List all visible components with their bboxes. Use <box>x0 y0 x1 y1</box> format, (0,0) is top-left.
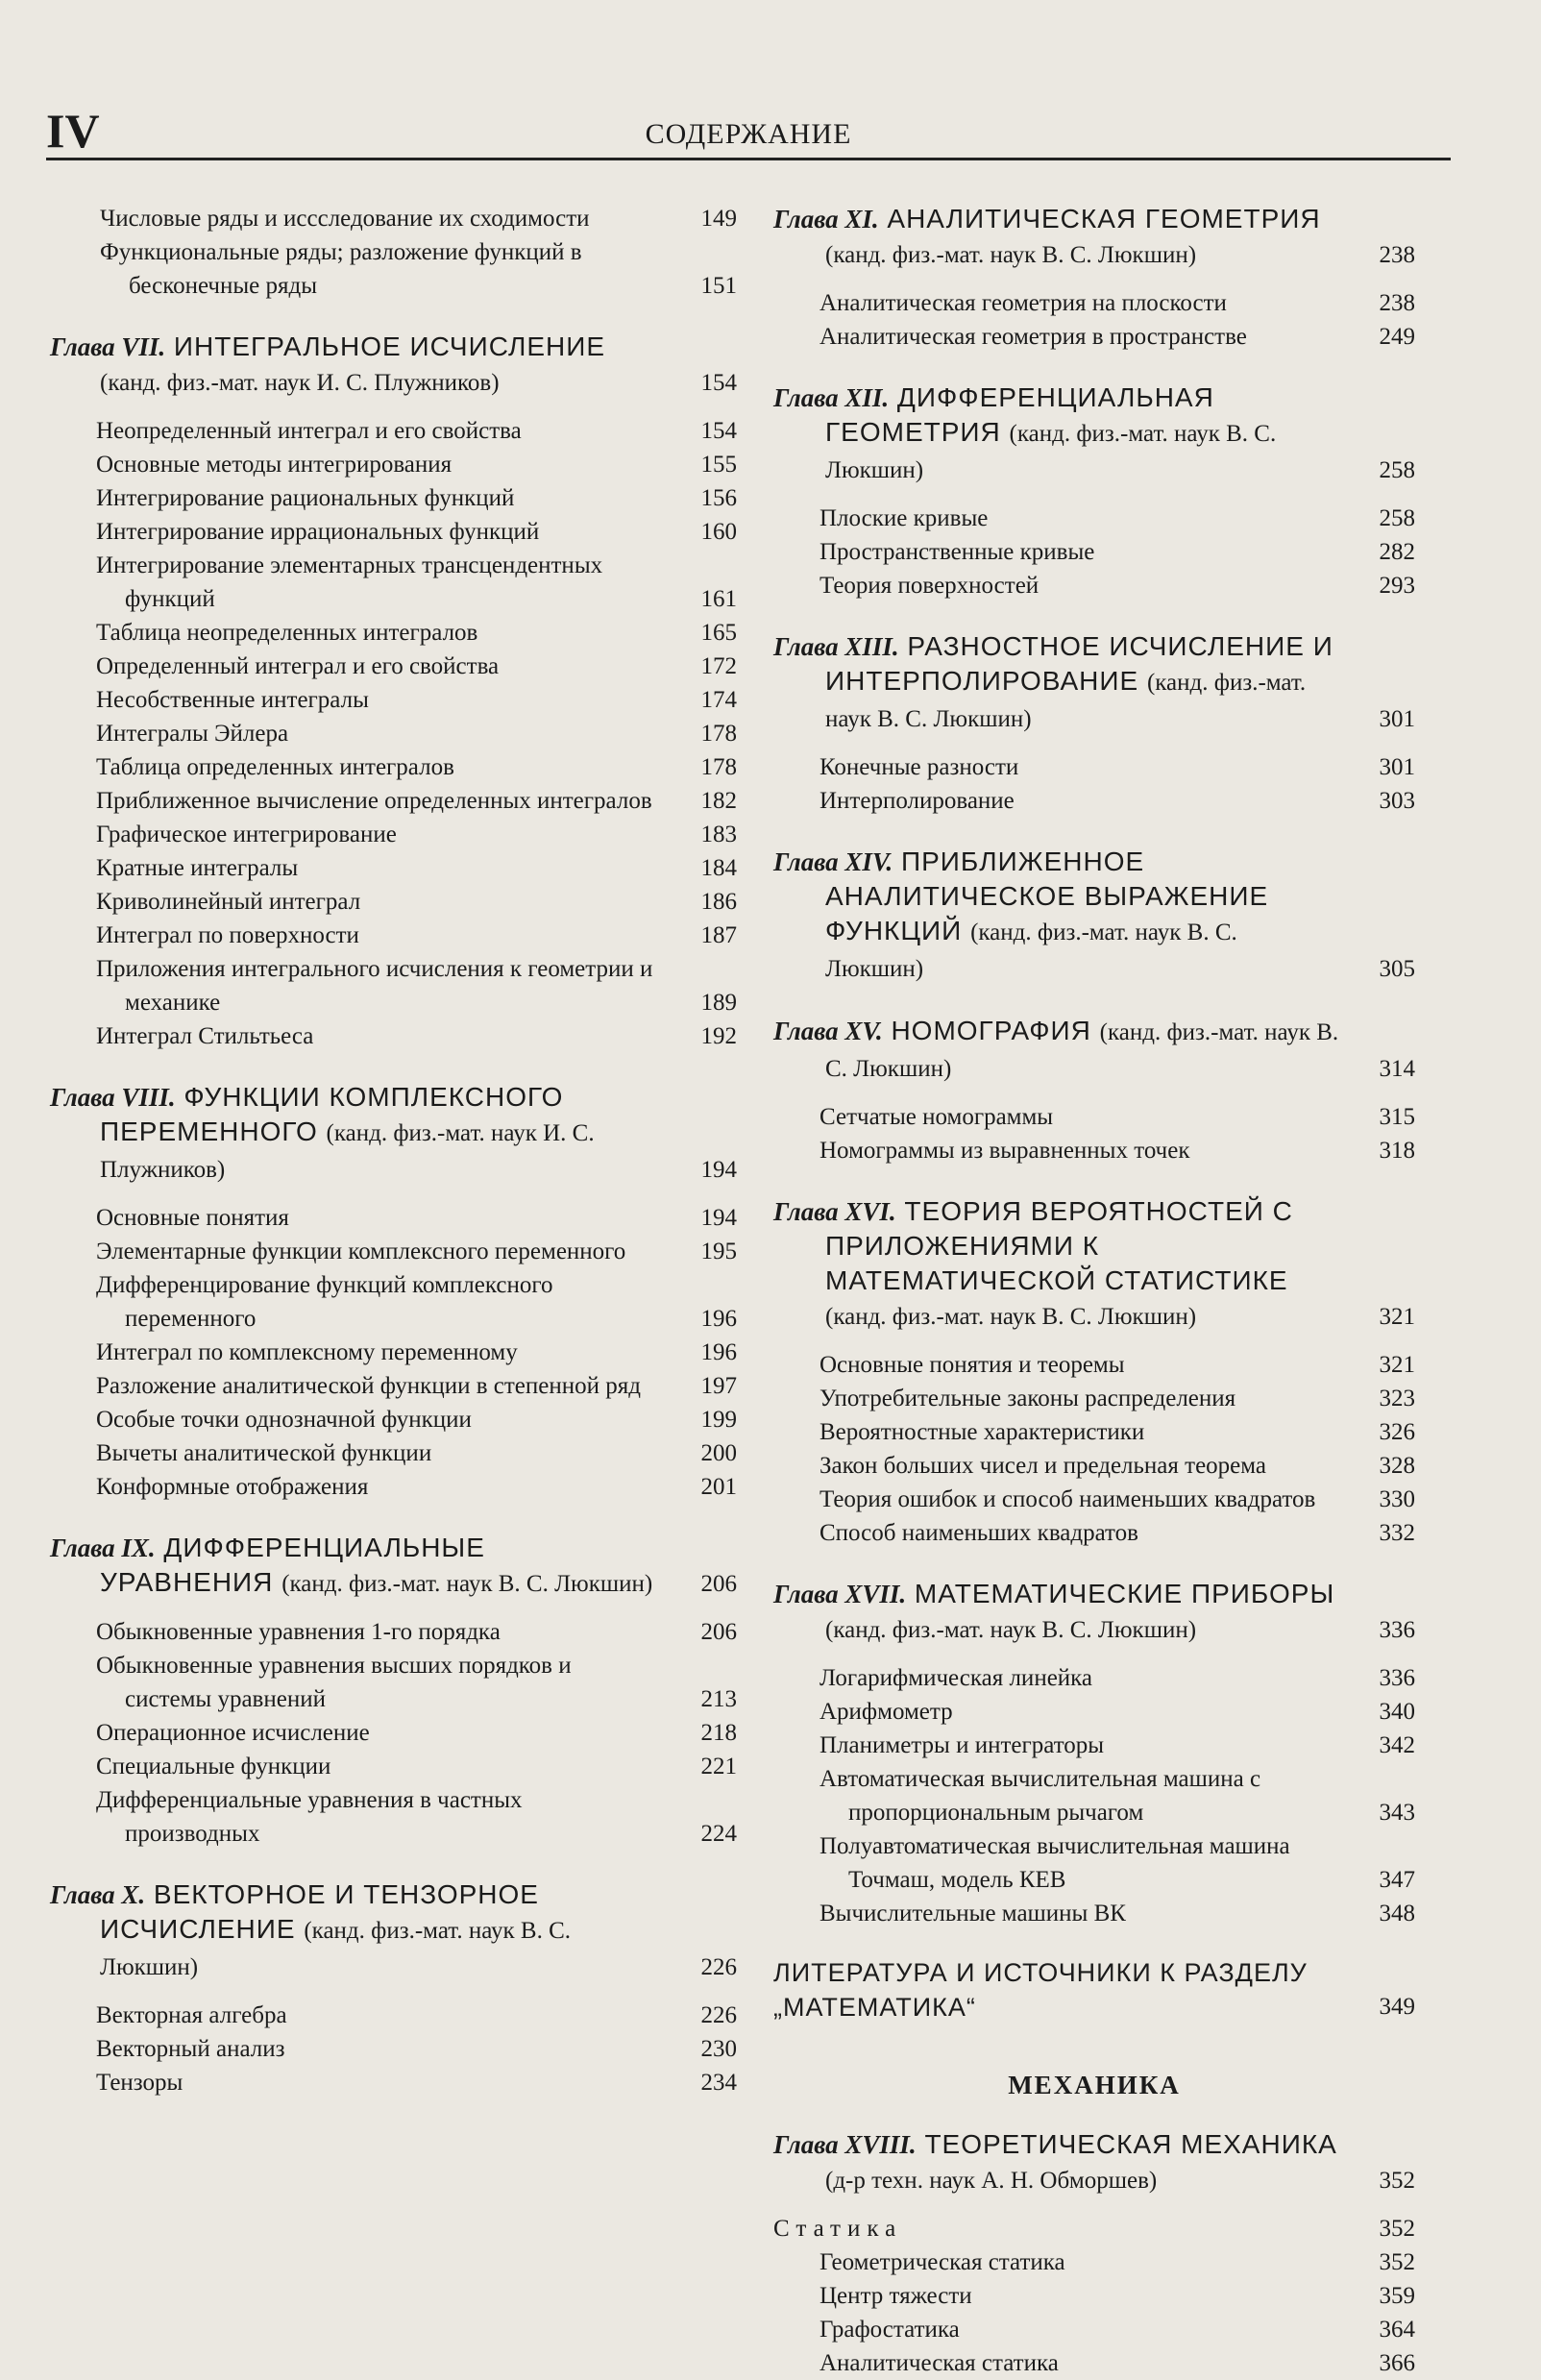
right-column <box>773 202 1415 2380</box>
chapter-heading <box>50 1877 737 1985</box>
chapter-title: НОМОГРАФИЯ <box>891 1016 1091 1045</box>
chapter-heading <box>50 1531 737 1602</box>
chapter-number: Глава VII. <box>50 332 166 361</box>
chapter-page: 154 <box>700 370 737 396</box>
toc-item: Полуавтоматическая вычислительная машина Точмаш, модель КЕВ 347 <box>819 1833 1415 1893</box>
chapter-heading <box>773 2127 1415 2198</box>
subsection-items <box>773 2245 1415 2380</box>
chapter-author: (д-р техн. наук А. Н. Обморшев) <box>825 2168 1158 2194</box>
chapter-title: ВЕКТОРНОЕ И ТЕНЗОРНОЕ ИСЧИСЛЕНИЕ <box>100 1879 539 1944</box>
chapter-author: (канд. физ.-мат. наук В. С. Люкшин) <box>100 1918 572 1980</box>
toc-item: Кратные интегралы 184 <box>96 855 737 881</box>
chapter-heading <box>773 629 1415 737</box>
toc-item: Плоские кривые 258 <box>819 505 1415 531</box>
chapter-page: 194 <box>700 1157 737 1183</box>
chapter-title: ТЕОРЕТИЧЕСКАЯ МЕХАНИКА <box>924 2129 1337 2159</box>
subsection-heading <box>773 2212 1415 2245</box>
toc-item: Дифференциальные уравнения в частных производных 224 <box>96 1787 737 1847</box>
chapter-items <box>773 286 1415 354</box>
toc-item: Автоматическая вычислительная машина с пропорциональным рычагом 343 <box>819 1766 1415 1826</box>
toc-item: Числовые ряды и иссследование их сходимости 149 <box>100 206 737 232</box>
chapter-author: (канд. физ.-мат. наук В. С. Люкшин) <box>825 242 1197 268</box>
chapter-title: РАЗНОСТНОЕ ИСЧИСЛЕНИЕ И ИНТЕРПОЛИРОВАНИЕ <box>825 631 1333 696</box>
header-rule <box>46 158 1451 160</box>
literature-page: 349 <box>1379 1994 1415 2020</box>
toc-item: Криволинейный интеграл 186 <box>96 889 737 915</box>
toc-item: Дифференцирование функций комплексного переменного 196 <box>96 1272 737 1332</box>
toc-item: Особые точки однозначной функции 199 <box>96 1407 737 1433</box>
toc-item: Элементарные функции комплексного переменного 195 <box>96 1239 737 1264</box>
toc-item: Теория поверхностей 293 <box>819 573 1415 599</box>
toc-item: Закон больших чисел и предельная теорема 328 <box>819 1453 1415 1479</box>
toc-item: Аналитическая геометрия на плоскости 238 <box>819 290 1415 316</box>
chapter-items <box>773 502 1415 602</box>
chapter-number: Глава XVII. <box>773 1580 907 1608</box>
toc-item: Употребительные законы распределения 323 <box>819 1386 1415 1411</box>
chapter-items <box>50 1201 737 1504</box>
toc-item: Таблица определенных интегралов 178 <box>96 754 737 780</box>
toc-item: Обыкновенные уравнения высших порядков и системы уравнений 213 <box>96 1653 737 1712</box>
toc-item: Интегрирование элементарных трансцендентных функций 161 <box>96 552 737 612</box>
chapter-page: 305 <box>1379 956 1415 982</box>
chapter-heading <box>773 1577 1415 1648</box>
toc-item: Несобственные интегралы 174 <box>96 687 737 713</box>
literature-entry <box>773 1955 1415 2024</box>
chapter-items <box>773 1348 1415 1550</box>
running-title: СОДЕРЖАНИЕ <box>645 118 852 150</box>
toc-item: Способ наименьших квадратов 332 <box>819 1520 1415 1546</box>
chapter-heading <box>773 380 1415 488</box>
toc-item: Обыкновенные уравнения 1-го порядка 206 <box>96 1619 737 1645</box>
chapter-number: Глава XII. <box>773 383 890 412</box>
chapter-items <box>50 414 737 1053</box>
toc-item: Геометрическая статика 352 <box>819 2249 1415 2275</box>
chapter-page: 206 <box>700 1571 737 1597</box>
chapter-page: 321 <box>1379 1304 1415 1330</box>
toc-item: Приближенное вычисление определенных интегралов 182 <box>96 788 737 814</box>
toc-item: Конформные отображения 201 <box>96 1474 737 1500</box>
chapter-number: Глава XVIII. <box>773 2130 917 2159</box>
toc-item: Интеграл Стильтьеса 192 <box>96 1023 737 1049</box>
toc-item: Операционное исчисление 218 <box>96 1720 737 1746</box>
chapter-number: Глава IX. <box>50 1534 156 1562</box>
toc-item: Основные понятия 194 <box>96 1205 737 1231</box>
chapter-author: (канд. физ.-мат. наук В. С. Люкшин) <box>825 1617 1197 1643</box>
chapter-author: (канд. физ.-мат. наук В. С. Люкшин) <box>825 920 1237 982</box>
toc-item: Интегрирование иррациональных функций 160 <box>96 519 737 545</box>
chapter-author: (канд. физ.-мат. наук В. С. Люкшин) <box>281 1571 653 1597</box>
chapter-items <box>773 750 1415 818</box>
chapter-heading <box>773 845 1415 987</box>
chapter-heading <box>50 330 737 401</box>
toc-item: Тензоры 234 <box>96 2070 737 2096</box>
chapter-items <box>50 1615 737 1851</box>
toc-item: Планиметры и интеграторы 342 <box>819 1732 1415 1758</box>
subsection-label: Статика <box>773 2216 903 2242</box>
chapter-author: (канд. физ.-мат. наук И. С. Плужников) <box>100 370 500 396</box>
chapter-page: 301 <box>1379 706 1415 732</box>
toc-item: Векторная алгебра 226 <box>96 2002 737 2028</box>
subsection-page: 352 <box>1379 2216 1415 2242</box>
chapter-title: АНАЛИТИЧЕСКАЯ ГЕОМЕТРИЯ <box>887 204 1321 233</box>
toc-item: Логарифмическая линейка 336 <box>819 1665 1415 1691</box>
toc-item: Сетчатые номограммы 315 <box>819 1104 1415 1130</box>
toc-item: Аналитическая статика 366 <box>819 2350 1415 2376</box>
chapter-number: Глава X. <box>50 1880 146 1909</box>
chapter-author: (канд. физ.-мат. наук В. С. Люкшин) <box>825 1304 1197 1330</box>
page-header <box>46 104 1451 158</box>
chapter-heading <box>773 202 1415 273</box>
chapter-title: ФУНКЦИИ КОМПЛЕКСНОГО ПЕРЕМЕННОГО <box>100 1082 564 1146</box>
chapter-title: ПРИБЛИЖЕННОЕ АНАЛИТИЧЕСКОЕ ВЫРАЖЕНИЕ ФУНКЦИЙ <box>825 846 1269 945</box>
chapter-number: Глава VIII. <box>50 1083 176 1112</box>
chapter-page: 336 <box>1379 1617 1415 1643</box>
chapter-author: (канд. физ.-мат. наук В. С. Люкшин) <box>825 1019 1339 1082</box>
toc-item: Графическое интегрирование 183 <box>96 822 737 847</box>
toc-item: Интеграл по поверхности 187 <box>96 922 737 948</box>
chapter-author: (канд. физ.-мат. наук В. С. Люкшин) <box>825 421 1277 483</box>
chapter-page: 314 <box>1379 1056 1415 1082</box>
section-title: МЕХАНИКА <box>1008 2071 1181 2099</box>
toc-item: Конечные разности 301 <box>819 754 1415 780</box>
toc-item: Центр тяжести 359 <box>819 2283 1415 2309</box>
toc-item: Интегралы Эйлера 178 <box>96 721 737 747</box>
continued-items <box>50 202 737 303</box>
toc-item: Основные понятия и теоремы 321 <box>819 1352 1415 1378</box>
page-number: IV <box>46 104 100 158</box>
toc-item: Вычеты аналитической функции 200 <box>96 1440 737 1466</box>
toc-item: Векторный анализ 230 <box>96 2036 737 2062</box>
chapter-title: ДИФФЕРЕНЦИАЛЬНАЯ ГЕОМЕТРИЯ <box>825 382 1214 447</box>
toc-item: Пространственные кривые 282 <box>819 539 1415 565</box>
toc-item: Интерполирование 303 <box>819 788 1415 814</box>
toc-item: Основные методы интегрирования 155 <box>96 452 737 478</box>
toc-item: Функциональные ряды; разложение функций в бесконечные ряды 151 <box>100 239 737 299</box>
chapter-title: МАТЕМАТИЧЕСКИЕ ПРИБОРЫ <box>914 1579 1335 1608</box>
chapter-items <box>50 1999 737 2099</box>
toc-item: Вероятностные характеристики 326 <box>819 1419 1415 1445</box>
chapter-number: Глава XIV. <box>773 847 893 876</box>
literature-title: ЛИТЕРАТУРА И ИСТОЧНИКИ К РАЗДЕЛУ „МАТЕМАТИКА“ <box>773 1958 1308 2022</box>
chapter-title: ТЕОРИЯ ВЕРОЯТНОСТЕЙ С ПРИЛОЖЕНИЯМИ К МАТЕМАТИЧЕСКОЙ СТАТИСТИКЕ <box>825 1196 1293 1295</box>
toc-item: Неопределенный интеграл и его свойства 154 <box>96 418 737 444</box>
toc-item: Приложения интегрального исчисления к геометрии и механике 189 <box>96 956 737 1016</box>
toc-item: Арифмометр 340 <box>819 1699 1415 1725</box>
toc-item: Графостатика 364 <box>819 2317 1415 2343</box>
chapter-number: Глава XV. <box>773 1017 883 1045</box>
chapter-number: Глава XI. <box>773 205 879 233</box>
chapter-author: (канд. физ.-мат. наук В. С. Люкшин) <box>825 670 1307 732</box>
toc-item: Интегрирование рациональных функций 156 <box>96 485 737 511</box>
chapter-title: ДИФФЕРЕНЦИАЛЬНЫЕ УРАВНЕНИЯ <box>100 1533 485 1597</box>
chapter-number: Глава XIII. <box>773 632 899 661</box>
chapter-page: 238 <box>1379 242 1415 268</box>
chapter-title: ИНТЕГРАЛЬНОЕ ИСЧИСЛЕНИЕ <box>173 331 606 361</box>
chapter-page: 352 <box>1379 2168 1415 2194</box>
chapter-page: 258 <box>1379 457 1415 483</box>
chapter-heading <box>773 1194 1415 1335</box>
toc-item: Интеграл по комплексному переменному 196 <box>96 1339 737 1365</box>
chapter-items <box>773 1100 1415 1167</box>
chapter-heading <box>50 1080 737 1188</box>
chapter-author: (канд. физ.-мат. наук И. С. Плужников) <box>100 1120 595 1183</box>
toc-item: Специальные функции 221 <box>96 1754 737 1779</box>
toc-item: Теория ошибок и способ наименьших квадратов 330 <box>819 1486 1415 1512</box>
toc-item: Таблица неопределенных интегралов 165 <box>96 620 737 646</box>
chapter-heading <box>773 1014 1415 1087</box>
toc-item: Номограммы из выравненных точек 318 <box>819 1138 1415 1164</box>
toc-item: Определенный интеграл и его свойства 172 <box>96 653 737 679</box>
chapter-number: Глава XVI. <box>773 1197 896 1226</box>
chapter-page: 226 <box>700 1954 737 1980</box>
left-column <box>50 202 737 2099</box>
chapter-items <box>773 1661 1415 1930</box>
toc-item: Аналитическая геометрия в пространстве 249 <box>819 324 1415 350</box>
toc-item: Разложение аналитической функции в степенной ряд 197 <box>96 1373 737 1399</box>
toc-item: Вычислительные машины ВК 348 <box>819 1901 1415 1926</box>
